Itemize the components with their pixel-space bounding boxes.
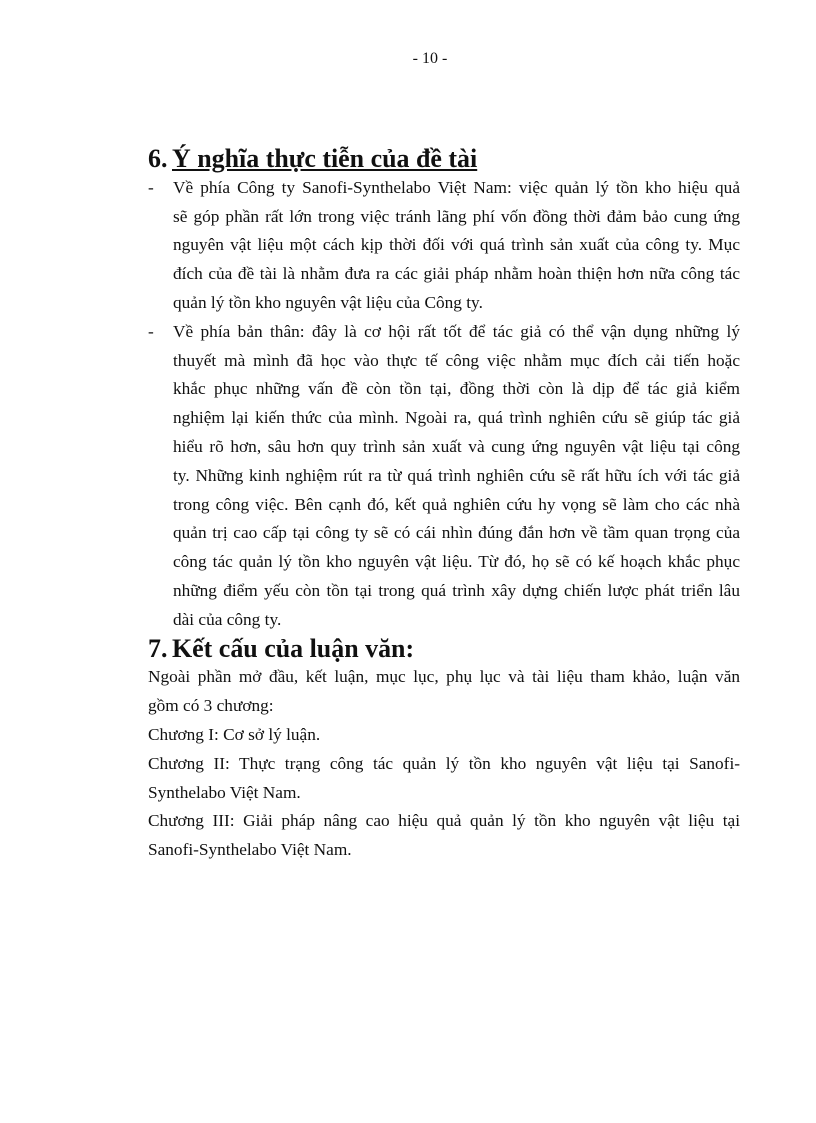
- section-7-intro: [148, 663, 740, 721]
- chapter-2: [148, 750, 740, 808]
- chapter-3: [148, 807, 740, 865]
- text-line: quản lý tồn kho nguyên vật liệu của Công ty.: [173, 292, 483, 312]
- text-line: nghiệm lại kiến thức của mình. Ngoài ra, quá trình nghiên cứu sẽ giúp tác giả: [173, 408, 740, 428]
- text-line: thuyết mà mình đã học vào thực tế công việc nhằm mục đích cải tiến hoặc: [173, 350, 740, 370]
- chapter-1: [148, 721, 740, 750]
- text-line: sẽ góp phần rất lớn trong việc tránh lãng phí vốn đồng thời đảm bảo cung ứng: [173, 206, 740, 226]
- section-6-bullet-self: [148, 318, 740, 635]
- text-line: Synthelabo Việt Nam.: [148, 782, 301, 802]
- text-line: quản trị cao cấp tại công ty sẽ có cái nhìn đúng đắn hơn về tầm quan trọng của: [173, 523, 740, 543]
- section-7-heading: [148, 635, 740, 664]
- text-line: Ngoài phần mở đầu, kết luận, mục lục, phụ lục và tài liệu tham khảo, luận văn: [148, 667, 740, 687]
- text-line: đích của đề tài là nhằm đưa ra các giải pháp nhằm hoàn thiện hơn nữa công tác: [173, 264, 740, 284]
- text-line: những điểm yếu còn tồn tại trong quá trình xây dựng chiến lược phát triển lâu: [173, 580, 740, 600]
- text-line: Chương II: Thực trạng công tác quản lý tồn kho nguyên vật liệu tại Sanofi-: [148, 753, 740, 773]
- text-line: Chương III: Giải pháp nâng cao hiệu quả quản lý tồn kho nguyên vật liệu tại: [148, 811, 740, 831]
- section-6-title: Ý nghĩa thực tiễn của đề tài: [172, 144, 478, 173]
- text-line: Về phía Công ty Sanofi-Synthelabo Việt Nam: việc quản lý tồn kho hiệu quả: [173, 177, 740, 197]
- text-line: khắc phục những vấn đề còn tồn tại, đồng thời còn là dịp để tác giả kiểm: [173, 379, 740, 399]
- text-line: gồm có 3 chương:: [148, 696, 274, 716]
- text-line: Về phía bản thân: đây là cơ hội rất tốt để tác giả có thể vận dụng những lý: [173, 321, 740, 341]
- section-6-number: 6.: [148, 144, 168, 173]
- section-6-heading: [148, 145, 740, 174]
- page-number: - 10 -: [412, 50, 448, 67]
- text-line: Chương I: Cơ sở lý luận.: [148, 724, 321, 744]
- text-line: hiểu rõ hơn, sâu hơn quy trình sản xuất và cung ứng nguyên vật liệu tại công: [173, 436, 740, 456]
- bullet-dash: -: [148, 177, 154, 197]
- text-line: dài của công ty.: [173, 609, 282, 629]
- text-line: nguyên vật liệu một cách kịp thời đối với quá trình sản xuất của công ty. Mục: [173, 235, 740, 255]
- document-body: [148, 145, 740, 865]
- text-line: ty. Những kinh nghiệm rút ra từ quá trình nghiên cứu sẽ rất hữu ích với tác giả: [173, 465, 740, 485]
- text-line: Sanofi-Synthelabo Việt Nam.: [148, 840, 352, 860]
- section-7-title: Kết cấu của luận văn:: [172, 633, 415, 663]
- text-line: trong công việc. Bên cạnh đó, kết quả nghiên cứu hy vọng sẽ làm cho các nhà: [173, 494, 740, 514]
- section-6-bullet-company: [148, 174, 740, 318]
- bullet-dash: -: [148, 321, 154, 341]
- text-line: công tác quản lý tồn kho nguyên vật liệu. Từ đó, họ sẽ có kế hoạch khắc phục: [173, 552, 740, 572]
- section-7-number: 7.: [148, 633, 168, 663]
